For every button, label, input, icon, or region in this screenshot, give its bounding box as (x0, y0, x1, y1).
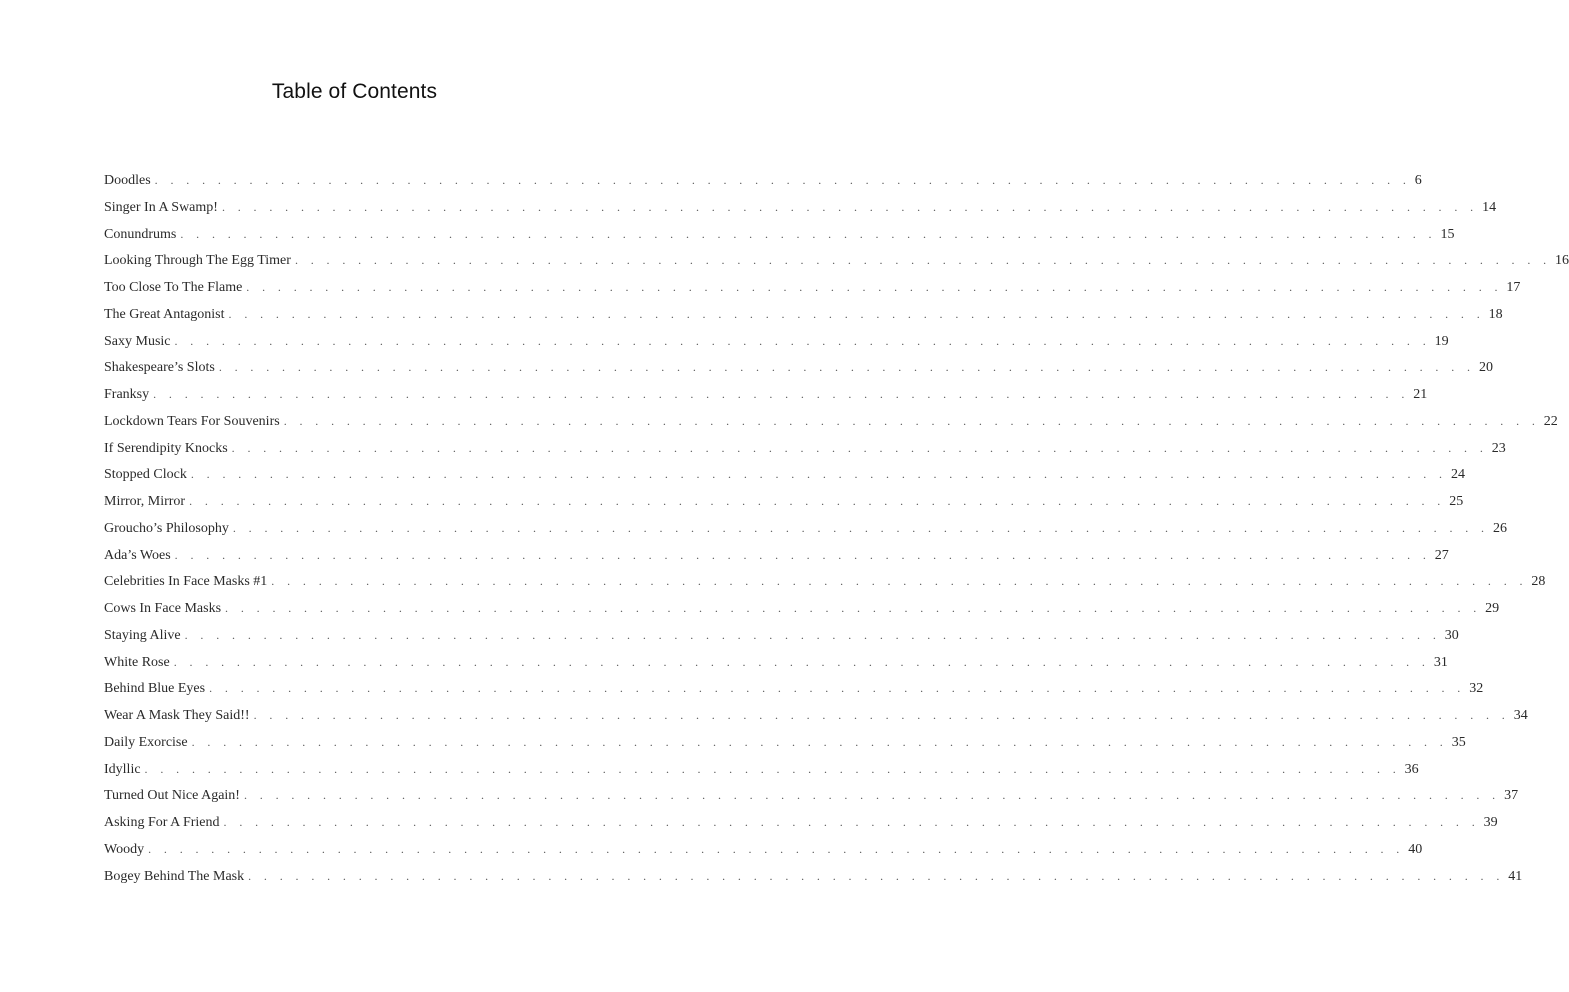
dot-leader: . . . . . . . . . . . . . . . . . . . . . . . . . . . . . . . . . . . . . . . . . . . . . . . . . . . . . . . . . . . . . . . . . . . . . . . . . . . . . . . . (191, 734, 1448, 749)
toc-entry[interactable] (104, 574, 1546, 601)
toc-entry-page-number[interactable]: 17 (1506, 280, 1521, 295)
toc-entry-title[interactable]: Cows In Face Masks (104, 601, 222, 616)
toc-entry-title[interactable]: Idyllic (104, 761, 141, 777)
dot-leader: . . . . . . . . . . . . . . . . . . . . . . . . . . . . . . . . . . . . . . . . . . . . . . . . . . . . . . . . . . . . . . . . . . . . . . . . . . . . . . . . (189, 494, 1446, 508)
toc-entry-title[interactable]: Looking Through The Egg Timer (104, 253, 291, 269)
dot-leader: . . . . . . . . . . . . . . . . . . . . . . . . . . . . . . . . . . . . . . . . . . . . . . . . . . . . . . . . . . . . . . . . . . . . . . . . . . . . . . . . (283, 413, 1540, 428)
toc-entry[interactable] (104, 601, 1500, 628)
toc-entry[interactable] (104, 520, 1507, 548)
toc-entry-title[interactable]: Ada’s Woes (104, 547, 171, 563)
toc-entry[interactable] (104, 868, 1523, 896)
toc-entry[interactable] (104, 226, 1455, 254)
toc-entry-page-number[interactable]: 25 (1449, 494, 1464, 509)
dot-leader: . . . . . . . . . . . . . . . . . . . . . . . . . . . . . . . . . . . . . . . . . . . . . . . . . . . . . . . . . . . . . . . . . . . . . . . . . . . . . . . . (246, 280, 1503, 294)
toc-entry-page-number[interactable]: 22 (1543, 413, 1558, 429)
toc-entry-title[interactable]: Mirror, Mirror (104, 494, 186, 509)
toc-entry-title[interactable]: Woody (104, 841, 145, 857)
toc-entry-page-number[interactable]: 26 (1492, 520, 1507, 536)
toc-entry-title[interactable]: Shakespeare’s Slots (104, 360, 215, 376)
dot-leader: . . . . . . . . . . . . . . . . . . . . . . . . . . . . . . . . . . . . . . . . . . . . . . . . . . . . . . . . . . . . . . . . . . . . . . . . . . . . . . . . (248, 868, 1505, 883)
toc-entry[interactable] (104, 440, 1506, 468)
toc-entry[interactable] (104, 841, 1423, 869)
dot-leader: . . . . . . . . . . . . . . . . . . . . . . . . . . . . . . . . . . . . . . . . . . . . . . . . . . . . . . . . . . . . . . . . . . . . . . . . . . . . . . . . (232, 520, 1489, 535)
toc-entry-page-number[interactable]: 36 (1404, 761, 1419, 777)
toc-entry-title[interactable]: Singer In A Swamp! (104, 199, 218, 215)
toc-entry-page-number[interactable]: 6 (1414, 173, 1422, 188)
toc-entry[interactable] (104, 788, 1519, 815)
page-title: Table of Contents (271, 80, 438, 103)
toc-entry-title[interactable]: Daily Exorcise (104, 734, 188, 750)
dot-leader: . . . . . . . . . . . . . . . . . . . . . . . . . . . . . . . . . . . . . . . . . . . . . . . . . . . . . . . . . . . . . . . . . . . . . . . . . . . . . . . . (173, 654, 1430, 669)
toc-entry-page-number[interactable]: 29 (1485, 601, 1500, 616)
toc-entry[interactable] (104, 280, 1521, 307)
toc-entry[interactable] (104, 734, 1466, 762)
toc-entry-page-number[interactable]: 40 (1408, 841, 1423, 857)
dot-leader: . . . . . . . . . . . . . . . . . . . . . . . . . . . . . . . . . . . . . . . . . . . . . . . . . . . . . . . . . . . . . . . . . . . . . . . . . . . . . . . . (221, 199, 1479, 214)
toc-entry-page-number[interactable]: 16 (1555, 253, 1569, 269)
toc-entry-title[interactable]: Doodles (104, 173, 151, 188)
dot-leader: . . . . . . . . . . . . . . . . . . . . . . . . . . . . . . . . . . . . . . . . . . . . . . . . . . . . . . . . . . . . . . . . . . . . . . . . . . . . . . . . (153, 387, 1410, 401)
toc-entry-page-number[interactable]: 34 (1513, 708, 1528, 723)
toc-entry-page-number[interactable]: 18 (1488, 306, 1503, 322)
toc-entry-page-number[interactable]: 28 (1531, 574, 1546, 590)
toc-entry-title[interactable]: Wear A Mask They Said!! (104, 708, 250, 723)
dot-leader: . . . . . . . . . . . . . . . . . . . . . . . . . . . . . . . . . . . . . . . . . . . . . . . . . . . . . . . . . . . . . . . . . . . . . . . . . . . . . . . . (253, 708, 1510, 722)
dot-leader: . . . . . . . . . . . . . . . . . . . . . . . . . . . . . . . . . . . . . . . . . . . . . . . . . . . . . . . . . . . . . . . . . . . . . . . . . . . . . . . . (174, 333, 1431, 348)
dot-leader: . . . . . . . . . . . . . . . . . . . . . . . . . . . . . . . . . . . . . . . . . . . . . . . . . . . . . . . . . . . . . . . . . . . . . . . . . . . . . . . . (271, 574, 1528, 589)
dot-leader: . . . . . . . . . . . . . . . . . . . . . . . . . . . . . . . . . . . . . . . . . . . . . . . . . . . . . . . . . . . . . . . . . . . . . . . . . . . . . . . . (144, 761, 1401, 776)
toc-entry[interactable] (104, 681, 1484, 708)
toc-entry[interactable] (104, 173, 1422, 200)
toc-entry-page-number[interactable]: 37 (1504, 788, 1519, 804)
toc-entry-page-number[interactable]: 15 (1440, 226, 1455, 242)
dot-leader: . . . . . . . . . . . . . . . . . . . . . . . . . . . . . . . . . . . . . . . . . . . . . . . . . . . . . . . . . . . . . . . . . . . . . . . . . . . . . . . . (148, 841, 1405, 856)
toc-entry-title[interactable]: White Rose (104, 654, 170, 670)
toc-entry-title[interactable]: Staying Alive (104, 627, 181, 643)
toc-entry[interactable] (104, 306, 1503, 334)
dot-leader: . . . . . . . . . . . . . . . . . . . . . . . . . . . . . . . . . . . . . . . . . . . . . . . . . . . . . . . . . . . . . . . . . . . . . . . . . . . . . . . . (231, 440, 1488, 455)
toc-entry[interactable] (104, 413, 1558, 441)
toc-entry-title[interactable]: Stopped Clock (104, 467, 187, 483)
toc-entry-page-number[interactable]: 32 (1469, 681, 1484, 697)
toc-entry-title[interactable]: Asking For A Friend (104, 815, 220, 830)
toc-entry[interactable] (104, 333, 1449, 361)
toc-entry-page-number[interactable]: 14 (1482, 199, 1497, 215)
toc-entry[interactable] (104, 387, 1428, 414)
toc-entry[interactable] (104, 654, 1448, 682)
dot-leader: . . . . . . . . . . . . . . . . . . . . . . . . . . . . . . . . . . . . . . . . . . . . . . . . . . . . . . . . . . . . . . . . . . . . . . . . . . . . . . . . (225, 601, 1482, 615)
toc-entry-page-number[interactable]: 31 (1433, 654, 1448, 670)
toc-entry-page-number[interactable]: 39 (1483, 815, 1498, 830)
toc-entry-page-number[interactable]: 30 (1444, 627, 1459, 643)
toc-entry-page-number[interactable]: 19 (1434, 333, 1449, 349)
toc-entry[interactable] (104, 199, 1497, 227)
toc-entry-page-number[interactable]: 23 (1491, 440, 1506, 456)
dot-leader: . . . . . . . . . . . . . . . . . . . . . . . . . . . . . . . . . . . . . . . . . . . . . . . . . . . . . . . . . . . . . . . . . . . . . . . . . . . . . . . . (218, 360, 1475, 375)
toc-entry[interactable] (104, 815, 1498, 842)
toc-entry[interactable] (104, 627, 1459, 655)
dot-leader: . . . . . . . . . . . . . . . . . . . . . . . . . . . . . . . . . . . . . . . . . . . . . . . . . . . . . . . . . . . . . . . . . . . . . . . . . . . . . . . . (294, 253, 1552, 268)
toc-entry[interactable] (104, 360, 1493, 387)
dot-leader: . . . . . . . . . . . . . . . . . . . . . . . . . . . . . . . . . . . . . . . . . . . . . . . . . . . . . . . . . . . . . . . . . . . . . . . . . . . . . . . . (154, 173, 1411, 187)
toc-entry-title[interactable]: Lockdown Tears For Souvenirs (104, 413, 280, 429)
toc-entry-title[interactable]: Saxy Music (104, 333, 171, 349)
toc-entry-page-number[interactable]: 35 (1451, 734, 1466, 750)
toc-entry-title[interactable]: Bogey Behind The Mask (104, 868, 245, 884)
toc-entry-title[interactable]: Too Close To The Flame (104, 280, 243, 295)
toc-entry-title[interactable]: Celebrities In Face Masks #1 (104, 574, 268, 590)
toc-entry-title[interactable]: The Great Antagonist (104, 306, 225, 322)
toc-entry[interactable] (104, 467, 1465, 494)
toc-entry-page-number[interactable]: 41 (1508, 868, 1523, 884)
dot-leader: . . . . . . . . . . . . . . . . . . . . . . . . . . . . . . . . . . . . . . . . . . . . . . . . . . . . . . . . . . . . . . . . . . . . . . . . . . . . . . . . (209, 681, 1466, 696)
dot-leader: . . . . . . . . . . . . . . . . . . . . . . . . . . . . . . . . . . . . . . . . . . . . . . . . . . . . . . . . . . . . . . . . . . . . . . . . . . . . . . . . (184, 627, 1441, 642)
dot-leader: . . . . . . . . . . . . . . . . . . . . . . . . . . . . . . . . . . . . . . . . . . . . . . . . . . . . . . . . . . . . . . . . . . . . . . . . . . . . . . . . (243, 788, 1501, 803)
toc-entry[interactable] (104, 761, 1419, 789)
toc-entry[interactable] (104, 547, 1449, 575)
toc-entry-title[interactable]: Turned Out Nice Again! (104, 788, 240, 804)
toc-entry-title[interactable]: Groucho’s Philosophy (104, 520, 229, 536)
dot-leader: . . . . . . . . . . . . . . . . . . . . . . . . . . . . . . . . . . . . . . . . . . . . . . . . . . . . . . . . . . . . . . . . . . . . . . . . . . . . . . . . (223, 815, 1480, 829)
toc-entry-page-number[interactable]: 27 (1434, 547, 1449, 563)
dot-leader: . . . . . . . . . . . . . . . . . . . . . . . . . . . . . . . . . . . . . . . . . . . . . . . . . . . . . . . . . . . . . . . . . . . . . . . . . . . . . . . . (190, 467, 1447, 482)
toc-entry-title[interactable]: If Serendipity Knocks (104, 440, 228, 456)
toc-entry[interactable] (104, 494, 1464, 521)
dot-leader: . . . . . . . . . . . . . . . . . . . . . . . . . . . . . . . . . . . . . . . . . . . . . . . . . . . . . . . . . . . . . . . . . . . . . . . . . . . . . . . . (228, 306, 1485, 321)
toc-entry-title[interactable]: Behind Blue Eyes (104, 681, 206, 697)
toc-entry-title[interactable]: Conundrums (104, 226, 177, 242)
toc-entry-title[interactable]: Franksy (104, 387, 150, 402)
dot-leader: . . . . . . . . . . . . . . . . . . . . . . . . . . . . . . . . . . . . . . . . . . . . . . . . . . . . . . . . . . . . . . . . . . . . . . . . . . . . . . . . (174, 547, 1431, 562)
toc-entry-page-number[interactable]: 21 (1413, 387, 1428, 402)
toc-entry-page-number[interactable]: 20 (1478, 360, 1493, 376)
toc-entry[interactable] (104, 253, 1569, 280)
toc-list (104, 173, 1569, 895)
toc-entry-page-number[interactable]: 24 (1450, 467, 1465, 483)
toc-entry[interactable] (104, 708, 1528, 735)
dot-leader: . . . . . . . . . . . . . . . . . . . . . . . . . . . . . . . . . . . . . . . . . . . . . . . . . . . . . . . . . . . . . . . . . . . . . . . . . . . . . . . . (180, 226, 1437, 241)
